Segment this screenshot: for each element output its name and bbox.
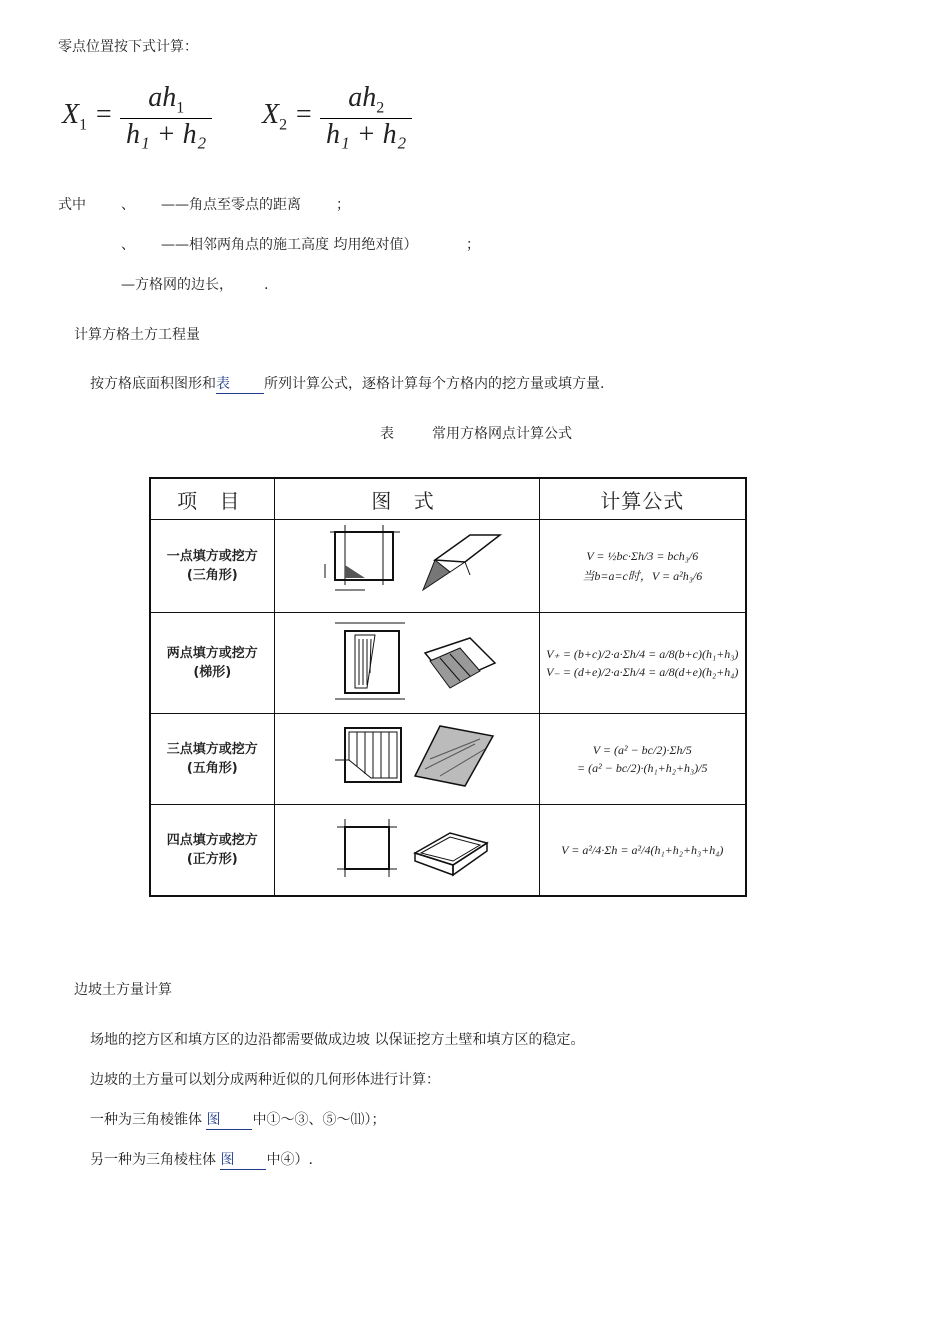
section-heading-2: 边坡土方量计算 bbox=[74, 982, 172, 998]
diagram-four-point bbox=[274, 805, 539, 897]
paragraph-4: 一种为三角棱锥体 图 中①～③、⑤～⑾）； bbox=[90, 1112, 386, 1128]
where-sep-2: 、 bbox=[121, 237, 135, 253]
row-label-two-point: 两点填方或挖方 (梯形) bbox=[150, 613, 274, 714]
diagram-two-point bbox=[274, 613, 539, 714]
header-formula: 计算公式 bbox=[539, 478, 746, 520]
figure-link-2[interactable]: 图 bbox=[220, 1151, 266, 1170]
table-link[interactable]: 表 bbox=[216, 375, 264, 394]
formula-four-point: V = a²/4·Σh = a²/4(h₁+h₂+h₃+h₄) bbox=[539, 805, 746, 897]
table-caption-label: 表 bbox=[380, 426, 394, 442]
paragraph-1: 按方格底面积图形和表 所列计算公式，逐格计算每个方格内的挖方量或填方量. bbox=[90, 376, 605, 392]
paragraph-2: 场地的挖方区和填方区的边沿都需要做成边坡 以保证挖方土壁和填方区的稳定。 bbox=[90, 1032, 585, 1048]
where-def-1: ——角点至零点的距离 bbox=[161, 197, 301, 213]
section-heading-1: 计算方格土方工程量 bbox=[74, 327, 200, 343]
where-end-1: ； bbox=[336, 197, 350, 213]
formula-three-point: V = (a² − bc/2)·Σh/5 = (a² − bc/2)·(h₁+h₂+h₃)/5 bbox=[539, 714, 746, 805]
header-item: 项 目 bbox=[150, 478, 274, 520]
diagram-three-point bbox=[274, 714, 539, 805]
row-label-four-point: 四点填方或挖方 (正方形) bbox=[150, 805, 274, 897]
formula-two-point: V₊ = (b+c)/2·a·Σh/4 = a/8(b+c)(h₁+h₃) V₋ = (d+e)/2·a·Σh/4 = a/8(d+e)(h₂+h₄) bbox=[539, 613, 746, 714]
where-def-3: —方格网的边长， bbox=[121, 277, 233, 293]
row-label-three-point: 三点填方或挖方 (五角形) bbox=[150, 714, 274, 805]
header-diagram: 图 式 bbox=[274, 478, 539, 520]
paragraph-5: 另一种为三角棱柱体 图 中④）. bbox=[90, 1152, 313, 1168]
row-label-one-point: 一点填方或挖方 (三角形) bbox=[150, 520, 274, 613]
intro-text: 零点位置按下式计算： bbox=[58, 39, 198, 55]
where-end-3: . bbox=[264, 277, 269, 293]
table-caption-title: 常用方格网点计算公式 bbox=[432, 426, 572, 442]
paragraph-3: 边坡的土方量可以划分成两种近似的几何形体进行计算： bbox=[90, 1072, 440, 1088]
where-def-2: ——相邻两角点的施工高度 均用绝对值） bbox=[161, 237, 418, 253]
where-end-2: ； bbox=[466, 237, 480, 253]
formula-x1: $X_1$ = $\frac{ah_1}{\text{h₁ + h₂}}$ bbox=[62, 82, 212, 151]
where-label: 式中 bbox=[58, 197, 86, 213]
formula-one-point: V = ½bc·Σh/3 = bch₃/6 当b=a=c时，V = a²h₃/6 bbox=[539, 520, 746, 613]
formula-table bbox=[149, 477, 747, 897]
formula-x2: $X_2$ = $\frac{ah_2}{\text{h₁ + h₂}}$ bbox=[262, 82, 412, 151]
where-sep-1: 、 bbox=[121, 197, 135, 213]
diagram-one-point bbox=[274, 520, 539, 613]
figure-link-1[interactable]: 图 bbox=[206, 1111, 252, 1130]
